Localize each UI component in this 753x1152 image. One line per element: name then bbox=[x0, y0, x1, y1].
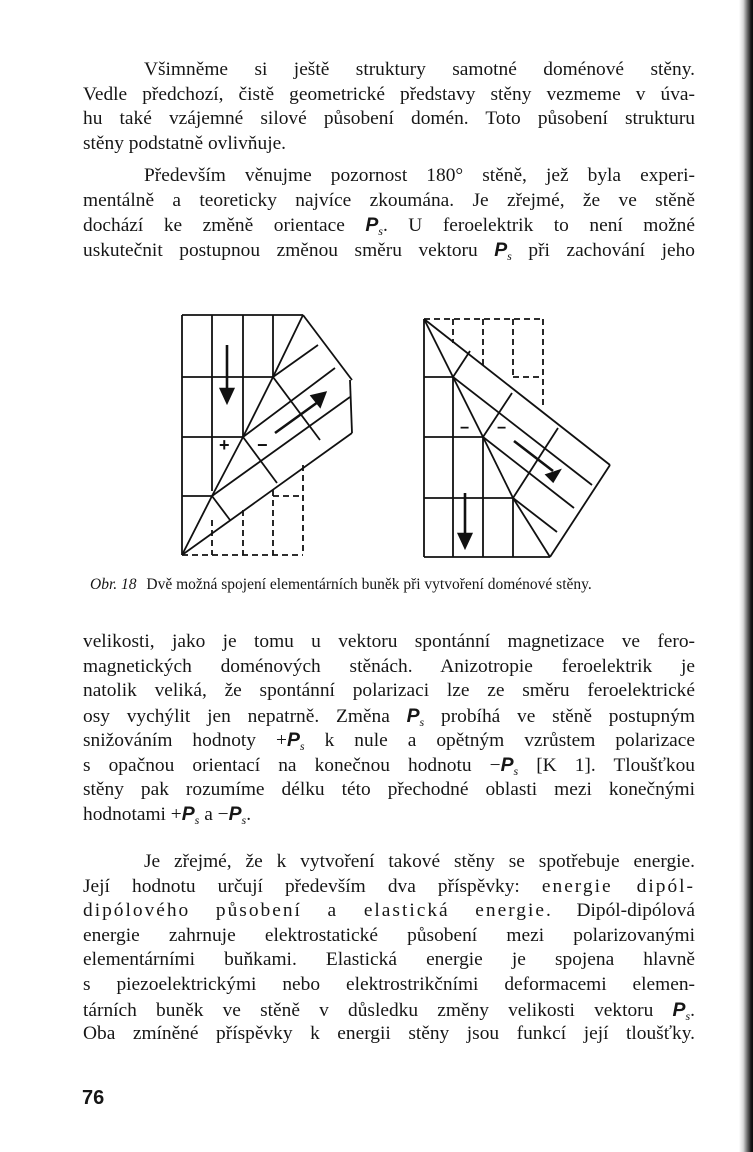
text-line bbox=[83, 58, 695, 83]
figure-caption-text: Dvě možná spojení elementárních buněk při vytvoření doménové stěny. bbox=[146, 576, 592, 593]
symbol-ps bbox=[228, 803, 247, 828]
minus-sign: − bbox=[257, 435, 268, 455]
symbol-subscript: s bbox=[419, 714, 425, 729]
text-line bbox=[83, 753, 695, 778]
symbol-p: P bbox=[286, 729, 300, 752]
symbol-subscript: s bbox=[241, 813, 247, 828]
text-span: Dipól-dipólová bbox=[552, 900, 695, 922]
text-line: magnetických doménových stěnách. Anizotropie feroelektrik je bbox=[83, 655, 695, 677]
page-binding-edge bbox=[739, 0, 753, 1152]
text-span: probíhá ve stěně postupným bbox=[424, 705, 695, 727]
text-line: mentálně a teoreticky najvíce zkoumána. Je zřejmé, že ve stěně bbox=[83, 189, 695, 211]
minus-sign-2: − bbox=[497, 420, 507, 437]
text-span: . bbox=[246, 804, 252, 826]
symbol-p: P bbox=[672, 998, 686, 1021]
text-line: Především věnujme pozornost 180° stěně, jež byla experi- bbox=[144, 165, 695, 186]
symbol-subscript: s bbox=[194, 813, 200, 828]
paragraph-3 bbox=[83, 630, 695, 827]
text-span: . U feroelektrik to není možné bbox=[382, 215, 695, 237]
text-span: dochází ke změně orientace bbox=[83, 215, 366, 237]
text-line: natolik veliká, že spontánní polarizaci lze ze směru feroelektrické bbox=[83, 680, 695, 702]
spaced-text: energie dipól- bbox=[541, 875, 696, 897]
text-line bbox=[83, 998, 695, 1023]
symbol-ps bbox=[673, 999, 691, 1021]
text-span: hodnotami + bbox=[83, 804, 182, 826]
text-line: Oba zmíněné příspěvky k energii stěny jsou funkcí její tloušťky. bbox=[83, 1023, 695, 1045]
text-line: Je zřejmé, že k vytvoření takové stěny se spotřebuje energie. bbox=[144, 851, 695, 872]
symbol-subscript: s bbox=[513, 763, 519, 778]
text-span: s opačnou orientací na konečnou hodnotu − bbox=[83, 754, 501, 776]
text-line bbox=[83, 899, 695, 924]
text-line bbox=[83, 802, 695, 827]
symbol-ps bbox=[494, 239, 512, 261]
text-line: stěny podstatně ovlivňuje. bbox=[83, 132, 287, 154]
text-span: osy vychýlit jen nepatrně. Změna bbox=[83, 705, 407, 727]
symbol-p: P bbox=[406, 704, 420, 727]
paragraph-4 bbox=[83, 850, 695, 1047]
figure-label: Obr. 18 bbox=[90, 576, 137, 593]
figure-right-panel bbox=[410, 305, 625, 570]
symbol-ps bbox=[365, 214, 383, 239]
symbol-p: P bbox=[228, 803, 242, 826]
symbol-ps bbox=[501, 754, 519, 776]
text-span: . bbox=[690, 999, 695, 1021]
text-span: snižováním hodnoty + bbox=[83, 730, 287, 752]
paragraph-2 bbox=[83, 164, 695, 262]
plus-sign: + bbox=[219, 435, 230, 455]
text-line bbox=[83, 238, 695, 263]
text-span: k nule a opětným vzrůstem polarizace bbox=[304, 730, 695, 752]
text-span: Její hodnotu určují především dva příspěvky: bbox=[83, 875, 542, 897]
symbol-p: P bbox=[494, 238, 508, 261]
text-line: hu také vzájemné silové působení domén. Toto působení strukturu bbox=[83, 108, 695, 130]
minus-sign-1: − bbox=[460, 420, 470, 437]
text-span: a − bbox=[199, 804, 229, 826]
symbol-p: P bbox=[181, 803, 195, 826]
text-span: [K 1]. Tloušťkou bbox=[518, 754, 695, 776]
figure-caption bbox=[90, 576, 690, 594]
symbol-subscript: s bbox=[299, 739, 305, 754]
symbol-ps bbox=[407, 705, 425, 727]
text-line bbox=[83, 728, 695, 753]
symbol-ps bbox=[286, 729, 305, 754]
text-line bbox=[83, 704, 695, 729]
text-span: Všimněme si ještě struktury samotné doménové stěny. bbox=[144, 59, 695, 80]
symbol-p: P bbox=[365, 214, 379, 237]
symbol-p: P bbox=[500, 753, 514, 776]
text-line: s piezoelektrickými nebo elektrostrikčními deformacemi elemen- bbox=[83, 973, 695, 995]
figure-left-panel bbox=[170, 305, 370, 570]
text-line: stěny pak rozumíme délku této přechodné oblasti mezi konečnými bbox=[83, 778, 695, 800]
text-line: velikosti, jako je tomu u vektoru spontánní magnetizace ve fero- bbox=[83, 631, 695, 652]
text-line: Vedle předchozí, čistě geometrické představy stěny vezmeme v úva- bbox=[83, 83, 695, 105]
text-line bbox=[83, 213, 695, 238]
text-span: uskutečnit postupnou změnou směru vektoru bbox=[83, 239, 495, 261]
paragraph-1 bbox=[83, 58, 695, 156]
text-line: energie zahrnuje elektrostatické působení mezi polarizovanými bbox=[83, 924, 695, 946]
text-line bbox=[83, 875, 695, 900]
symbol-subscript: s bbox=[685, 1008, 691, 1023]
page-number: 76 bbox=[82, 1087, 105, 1109]
text-span: tárních buněk ve stěně v důsledku změny velikosti vektoru bbox=[83, 999, 673, 1021]
spaced-text: dipólového působení a elastická energie. bbox=[83, 900, 553, 922]
symbol-subscript: s bbox=[507, 248, 512, 263]
text-line: elementárními buňkami. Elastická energie je spojena hlavně bbox=[83, 949, 695, 971]
text-span: při zachování jeho bbox=[511, 239, 695, 261]
symbol-subscript: s bbox=[378, 224, 383, 239]
symbol-ps bbox=[181, 803, 200, 828]
figure-18 bbox=[170, 305, 630, 570]
